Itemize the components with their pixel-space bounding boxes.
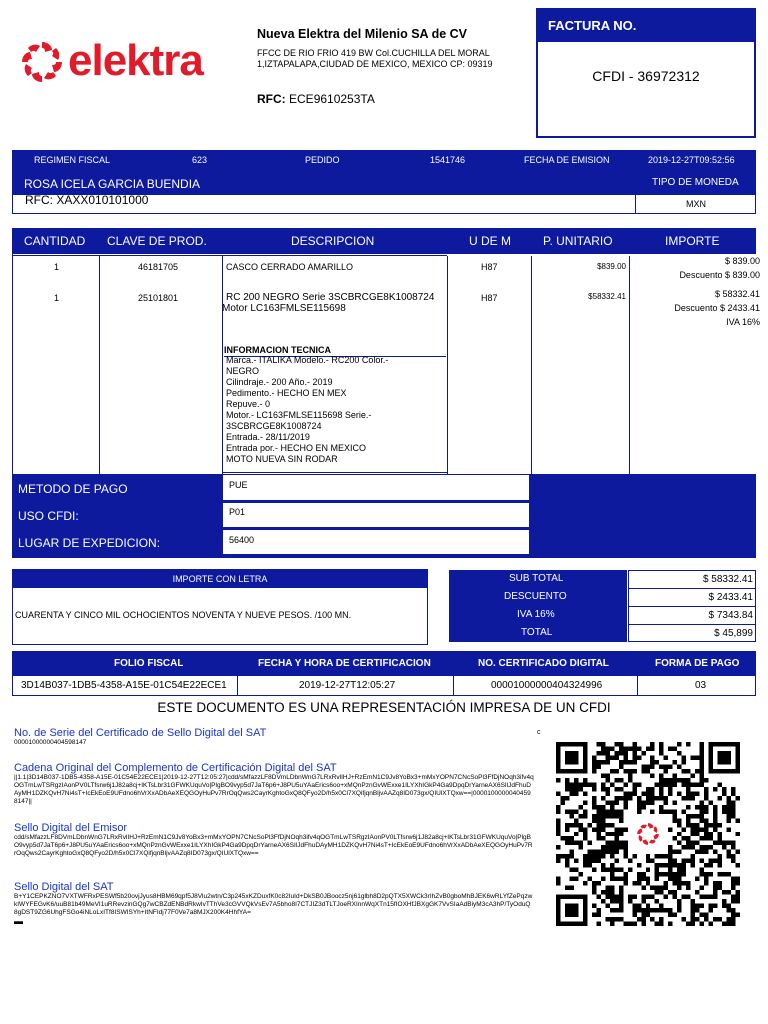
col-clave: CLAVE DE PROD. [107, 234, 207, 248]
lugar-box [222, 529, 530, 555]
header-row [12, 150, 756, 170]
invoice-box [536, 8, 756, 138]
qr-code [556, 742, 740, 926]
col-cantidad: CANTIDAD [24, 234, 86, 248]
rfc-value: ECE9610253TA [289, 92, 375, 106]
logo-text: elektra [68, 36, 203, 85]
fecha-cert-value: 2019-12-27T12:05:27 [299, 680, 396, 691]
qr-logo-icon [635, 821, 661, 847]
company-address: FFCC DE RIO FRIO 419 BW Col.CUCHILLA DEL MORAL 1,IZTAPALAPA,CIUDAD DE MEXICO, MEXICO CP: 09319 [257, 48, 493, 69]
table-row [12, 256, 760, 288]
importe-letra-label: IMPORTE CON LETRA [13, 570, 427, 588]
descuento-label: DESCUENTO [504, 591, 567, 602]
moneda-box [635, 195, 755, 213]
fecha-value: 2019-12-27T09:52:56 [648, 155, 735, 165]
info-tecnica [224, 345, 446, 465]
uso-value: P01 [229, 507, 246, 517]
cadena-value: ||1.1|3D14B037-1DB5-4358-A15E-01C54E22ECE1|2019-12-27T12:05:27|cdd/sMfazzLF8DVmLDbnWnG7LRxRvlIHJ+RzEmN1C9Jv8YoBx3+mMxYOPN7CNcSoPl3FfDjNOqh3ifv4qOGTmLwTSRgzIAonPV0LTfsrw6j1J82a8cj+IKTsLbr31GFWKUquVo|PlgBO9vyp5d7JaT6p6+J8PU5uYAaErics6oo+xMQnPznGvWExxe1ILYXhIGkP4Ga9DpqDrYarneAX6SIlJdFhuDAyMH1DZKQvH7Ni4sT+IcEkEoE9UFdno6hVrXxADbAeXEQGOyHuPv7RrOqQws2CayrKghtoGxQ8QFyo2D/h5x0Cl7XQifjqnBljvAAZq8ID073gx/QIUlXTQxw==|00001000000404598147|| [14, 774, 534, 805]
end-mark: ▬ [14, 916, 23, 926]
item-descripcion-2: Motor LC163FMLSE115698 [222, 303, 346, 314]
info-tecnica-title: INFORMACION TECNICA [224, 345, 331, 355]
item-punitario: $839.00 [597, 262, 626, 271]
regimen-value: 623 [192, 155, 208, 165]
totals-values [628, 570, 756, 642]
item-descuento: Descuento $ 2433.41 [674, 303, 760, 313]
importe-letra-value: CUARENTA Y CINCO MIL OCHOCIENTOS NOVENTA Y NUEVE PESOS. /100 MN. [15, 610, 352, 620]
uso-box [222, 502, 530, 528]
lugar-value: 56400 [229, 535, 255, 545]
col-punitario: P. UNITARIO [543, 234, 613, 248]
total-value: $ 45,899 [714, 628, 753, 639]
metodo-label: METODO DE PAGO [18, 482, 128, 496]
customer-row [12, 170, 756, 194]
small-mark: c [537, 729, 541, 736]
cert-header [12, 651, 756, 675]
item-udem: H87 [481, 262, 498, 272]
totals-labels [449, 570, 627, 642]
item-descuento: Descuento $ 839.00 [679, 270, 760, 280]
sello-sat-value: B+Y1CEPKZNO7VXTWFRxPESWf5b20ovjJyus8HBM69qpf5J8Vlu2wtn/C3p245xKZDuxfK0c82IuId+DkSB0JBoocz5nj61glbh8D2pQTX5XWCk3rIhZvB0gboMhBJEK6wRLYfZePqzwkIWYFEGvK6/uuB81b49MeVI1uRRevzinGQg7wCBZdENBdRkwIvTThVe3cGVVQkVsEv7A5bho8I7CTJIZ3dTLTJoeRXInnWqXTn15fIOXHfJBXgGK7VvSIaAdBiyM3cA3hP/TyOduQ8gDST9ZG6UhgFSGo4iNLoLxITf8ISWISYh+ItNFIdj77F0Ve7a8MJX200K4HhfYA= [14, 893, 533, 916]
item-descripcion-1: RC 200 NEGRO Serie 3SCBRCGE8K1008724 [226, 292, 435, 303]
company-logo [14, 32, 244, 92]
info-line: MOTO NUEVA SIN RODAR [226, 454, 338, 464]
importe-letra-box [12, 569, 428, 645]
sat-serie-block [14, 727, 534, 747]
item-descripcion: CASCO CERRADO AMARILLO [226, 262, 354, 272]
sello-emisor-value: cdd/sMfazzLF8DVmLDbnWnG7LRxRvlIHJ+RzEmN1C9Jv8YoBx3+mMxYOPN7CNcSoPl3FfDjNOqh3ifv4qOGTmLwTSRgzIAonPV0LTfsrw6j1J82a8cj+IKTsLbr31GFWKUquVo|PlgBO9vyp5d7JaT6p6+J8PU5uYAaErics6oo+xMQnPznGvWExxe1ILYXhIGkP4Ga9DpqDrYarneAX6SIlJdFhuDAyMH1DZKQvH7Ni4sT+IcEkEoE9UFdno6hVrXxADbAeXEQGOyHuPv7RrOqQws2CayrKghtoGxQ8QFyo2D/h5x0Cl7XQifjqnBljvAAZq8ID073gx/QIUlXTQxw== [14, 834, 533, 857]
total-label: TOTAL [521, 627, 553, 638]
item-importe: $ 839.00 [724, 256, 760, 266]
item-punitario: $58332.41 [588, 292, 626, 301]
regimen-label: REGIMEN FISCAL [34, 155, 111, 165]
iva-label: IVA 16% [517, 609, 555, 620]
subtotal-value: $ 58332.41 [702, 574, 753, 585]
folio-value: 3D14B037-1DB5-4358-A15E-01C54E22ECE1 [21, 680, 227, 691]
item-iva: IVA 16% [726, 317, 760, 327]
forma-value: 03 [695, 680, 707, 691]
pedido-value: 1541746 [430, 155, 466, 165]
descuento-value: $ 2433.41 [708, 592, 753, 603]
uso-label: USO CFDI: [18, 509, 79, 523]
items-header [12, 228, 756, 254]
lugar-label: LUGAR DE EXPEDICION: [18, 536, 161, 550]
customer-name: ROSA ICELA GARCIA BUENDIA [24, 177, 201, 191]
info-line: Pedimento.- HECHO EN MEX [226, 388, 347, 398]
invoice-title: FACTURA NO. [538, 10, 754, 42]
info-line: Motor.- LC163FMLSE115698 Serie.- [226, 410, 372, 420]
moneda-label: TIPO DE MONEDA [652, 177, 739, 188]
info-line: Cilindraje.- 200 Año.- 2019 [226, 377, 333, 387]
cadena-block [14, 762, 534, 806]
cadena-title: Cadena Original del Complemento de Certificación Digital del SAT [14, 762, 337, 774]
sello-emisor-title: Sello Digital del Emisor [14, 822, 128, 834]
item-clave: 25101801 [138, 293, 179, 303]
representation-text: ESTE DOCUMENTO ES UNA REPRESENTACIÓN IMPRESA DE UN CFDI [157, 700, 611, 715]
info-tecnica-box [224, 356, 446, 465]
fecha-label: FECHA DE EMISION [524, 155, 610, 165]
payment-labels [12, 474, 756, 558]
iva-value: $ 7343.84 [708, 610, 753, 621]
sat-serie-value: 00001000000404598147 [14, 739, 87, 746]
item-importe: $ 58332.41 [714, 289, 760, 299]
cert-values [12, 675, 756, 696]
elektra-logo-icon [18, 38, 66, 86]
col-udem: U DE M [469, 234, 511, 248]
info-line: Marca.- ITALIKA Modelo.- RC200 Color.- [226, 355, 389, 365]
nocert-value: 00001000000404324996 [491, 680, 603, 691]
item-clave: 46181705 [138, 262, 179, 272]
info-line: Entrada por.- HECHO EN MEXICO [226, 443, 367, 453]
item-cantidad: 1 [54, 262, 60, 272]
invoice-number: CFDI - 36972312 [592, 68, 700, 84]
subtotal-label: SUB TOTAL [509, 573, 564, 584]
info-line: 3SCBRCGE8K1008724 [226, 421, 322, 431]
folio-label: FOLIO FISCAL [114, 658, 184, 669]
info-line: NEGRO [226, 366, 260, 376]
sat-serie-title: No. de Serie del Certificado de Sello Digital del SAT [14, 727, 267, 739]
info-line: Entrada.- 28/11/2019 [226, 432, 310, 442]
sello-sat-title: Sello Digital del SAT [14, 881, 114, 893]
metodo-value: PUE [229, 480, 248, 490]
company-name: Nueva Elektra del Milenio SA de CV [257, 27, 468, 41]
customer-rfc-row [12, 194, 756, 214]
metodo-box [222, 474, 530, 501]
moneda-value: MXN [686, 199, 706, 209]
sello-sat-block [14, 881, 534, 925]
forma-label: FORMA DE PAGO [655, 658, 740, 669]
pedido-label: PEDIDO [305, 155, 340, 165]
nocert-label: NO. CERTIFICADO DIGITAL [478, 658, 609, 669]
col-importe: IMPORTE [665, 234, 720, 248]
item-cantidad: 1 [54, 293, 60, 303]
customer-rfc: RFC: XAXX010101000 [25, 193, 149, 207]
sello-emisor-block [14, 822, 534, 858]
table-row [12, 289, 760, 336]
col-descripcion: DESCRIPCION [291, 234, 375, 248]
info-line: Repuve.- 0 [226, 399, 271, 409]
rfc-label: RFC: [257, 92, 286, 106]
item-udem: H87 [481, 293, 498, 303]
company-rfc [257, 92, 375, 106]
fecha-cert-label: FECHA Y HORA DE CERTIFICACION [258, 658, 431, 669]
